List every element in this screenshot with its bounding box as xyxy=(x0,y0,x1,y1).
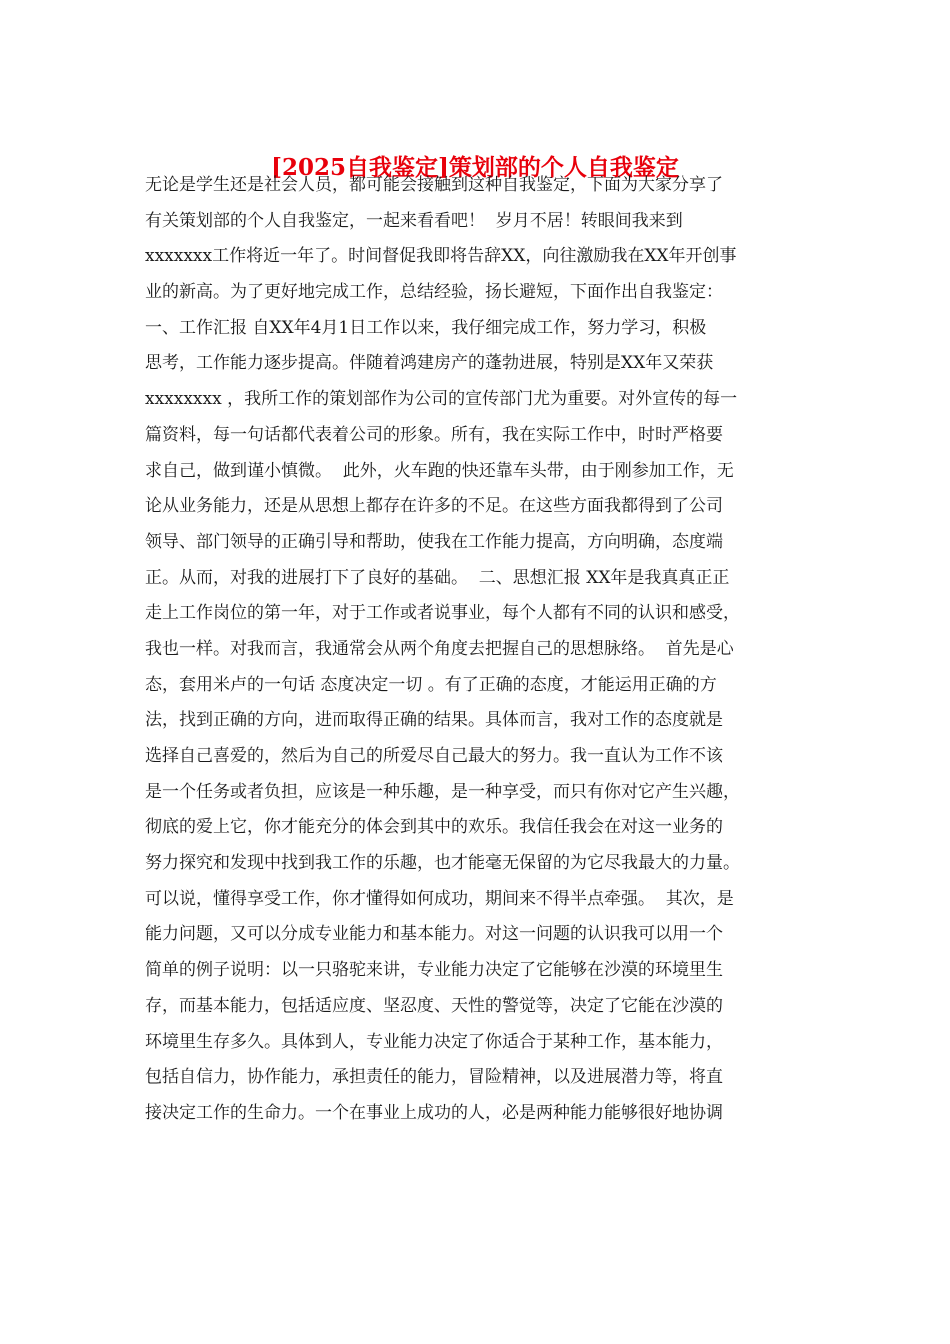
body-line: 是一个任务或者负担，应该是一种乐趣，是一种享受，而只有你对它产生兴趣， xyxy=(145,781,740,802)
body-line: 接决定工作的生命力。一个在事业上成功的人，必是两种能力能够很好地协调 xyxy=(145,1102,723,1123)
body-line: 有关策划部的个人自我鉴定，一起来看看吧！ 岁月不居！转眼间我来到 xyxy=(145,210,683,231)
body-line: 包括自信力，协作能力，承担责任的能力，冒险精神，以及进展潜力等，将直 xyxy=(145,1067,723,1088)
body-line: 选择自己喜爱的，然后为自己的所爱尽自己最大的努力。我一直认为工作不该 xyxy=(145,746,723,766)
body-line: xxxxxxxx ，我所工作的策划部作为公司的宣传部门尤为重要。对外宣传的每一 xyxy=(145,389,738,410)
body-line: 正。从而，对我的进展打下了良好的基础。 二、思想汇报 XX年是我真真正正 xyxy=(145,567,730,588)
body-line: 思考，工作能力逐步提高。伴随着鸿建房产的蓬勃进展，特别是XX年又荣获 xyxy=(145,353,714,374)
body-line: 一、工作汇报 自XX年4月1日工作以来，我仔细完成工作，努力学习，积极 xyxy=(145,317,707,338)
body-line: 简单的例子说明：以一只骆驼来讲，专业能力决定了它能够在沙漠的环境里生 xyxy=(145,960,723,981)
document-body xyxy=(145,168,807,1132)
document-title: [2025自我鉴定]策划部的个人自我鉴定 xyxy=(271,154,679,181)
body-line: 我也一样。对我而言，我通常会从两个角度去把握自己的思想脉络。 首先是心 xyxy=(145,638,734,659)
body-line: 可以说，懂得享受工作，你才懂得如何成功，期间来不得半点牵强。 其次，是 xyxy=(145,888,734,909)
body-line: xxxxxxx工作将近一年了。时间督促我即将告辞XX，向往激励我在XX年开创事 xyxy=(145,246,737,267)
body-line: 彻底的爱上它，你才能充分的体会到其中的欢乐。我信任我会在对这一业务的 xyxy=(145,817,723,838)
body-line: 走上工作岗位的第一年，对于工作或者说事业，每个人都有不同的认识和感受， xyxy=(145,603,740,624)
body-line: 态，套用米卢的一句话 态度决定一切 。有了正确的态度，才能运用正确的方 xyxy=(145,674,717,695)
body-line: 无论是学生还是社会人员，都可能会接触到这种自我鉴定，下面为大家分享了 xyxy=(145,175,723,195)
body-line: 努力探究和发现中找到我工作的乐趣，也才能毫无保留的为它尽我最大的力量。 xyxy=(145,853,740,874)
body-line: 求自己，做到谨小慎微。 此外，火车跑的快还靠车头带，由于刚参加工作，无 xyxy=(145,460,734,481)
body-line: 领导、部门领导的正确引导和帮助，使我在工作能力提高，方向明确，态度端 xyxy=(145,531,723,552)
body-line: 论从业务能力，还是从思想上都存在许多的不足。在这些方面我都得到了公司 xyxy=(145,496,723,517)
body-line: 存，而基本能力，包括适应度、坚忍度、天性的警觉等，决定了它能在沙漠的 xyxy=(145,995,723,1016)
body-line: 能力问题，又可以分成专业能力和基本能力。对这一问题的认识我可以用一个 xyxy=(145,924,723,945)
body-line: 法，找到正确的方向，进而取得正确的结果。具体而言，我对工作的态度就是 xyxy=(145,710,723,731)
body-line: 环境里生存多久。具体到人，专业能力决定了你适合于某种工作，基本能力， xyxy=(145,1031,723,1052)
body-line: 业的新高。为了更好地完成工作，总结经验，扬长避短，下面作出自我鉴定： xyxy=(145,282,723,303)
body-line: 篇资料，每一句话都代表着公司的形象。所有，我在实际工作中，时时严格要 xyxy=(145,424,723,445)
